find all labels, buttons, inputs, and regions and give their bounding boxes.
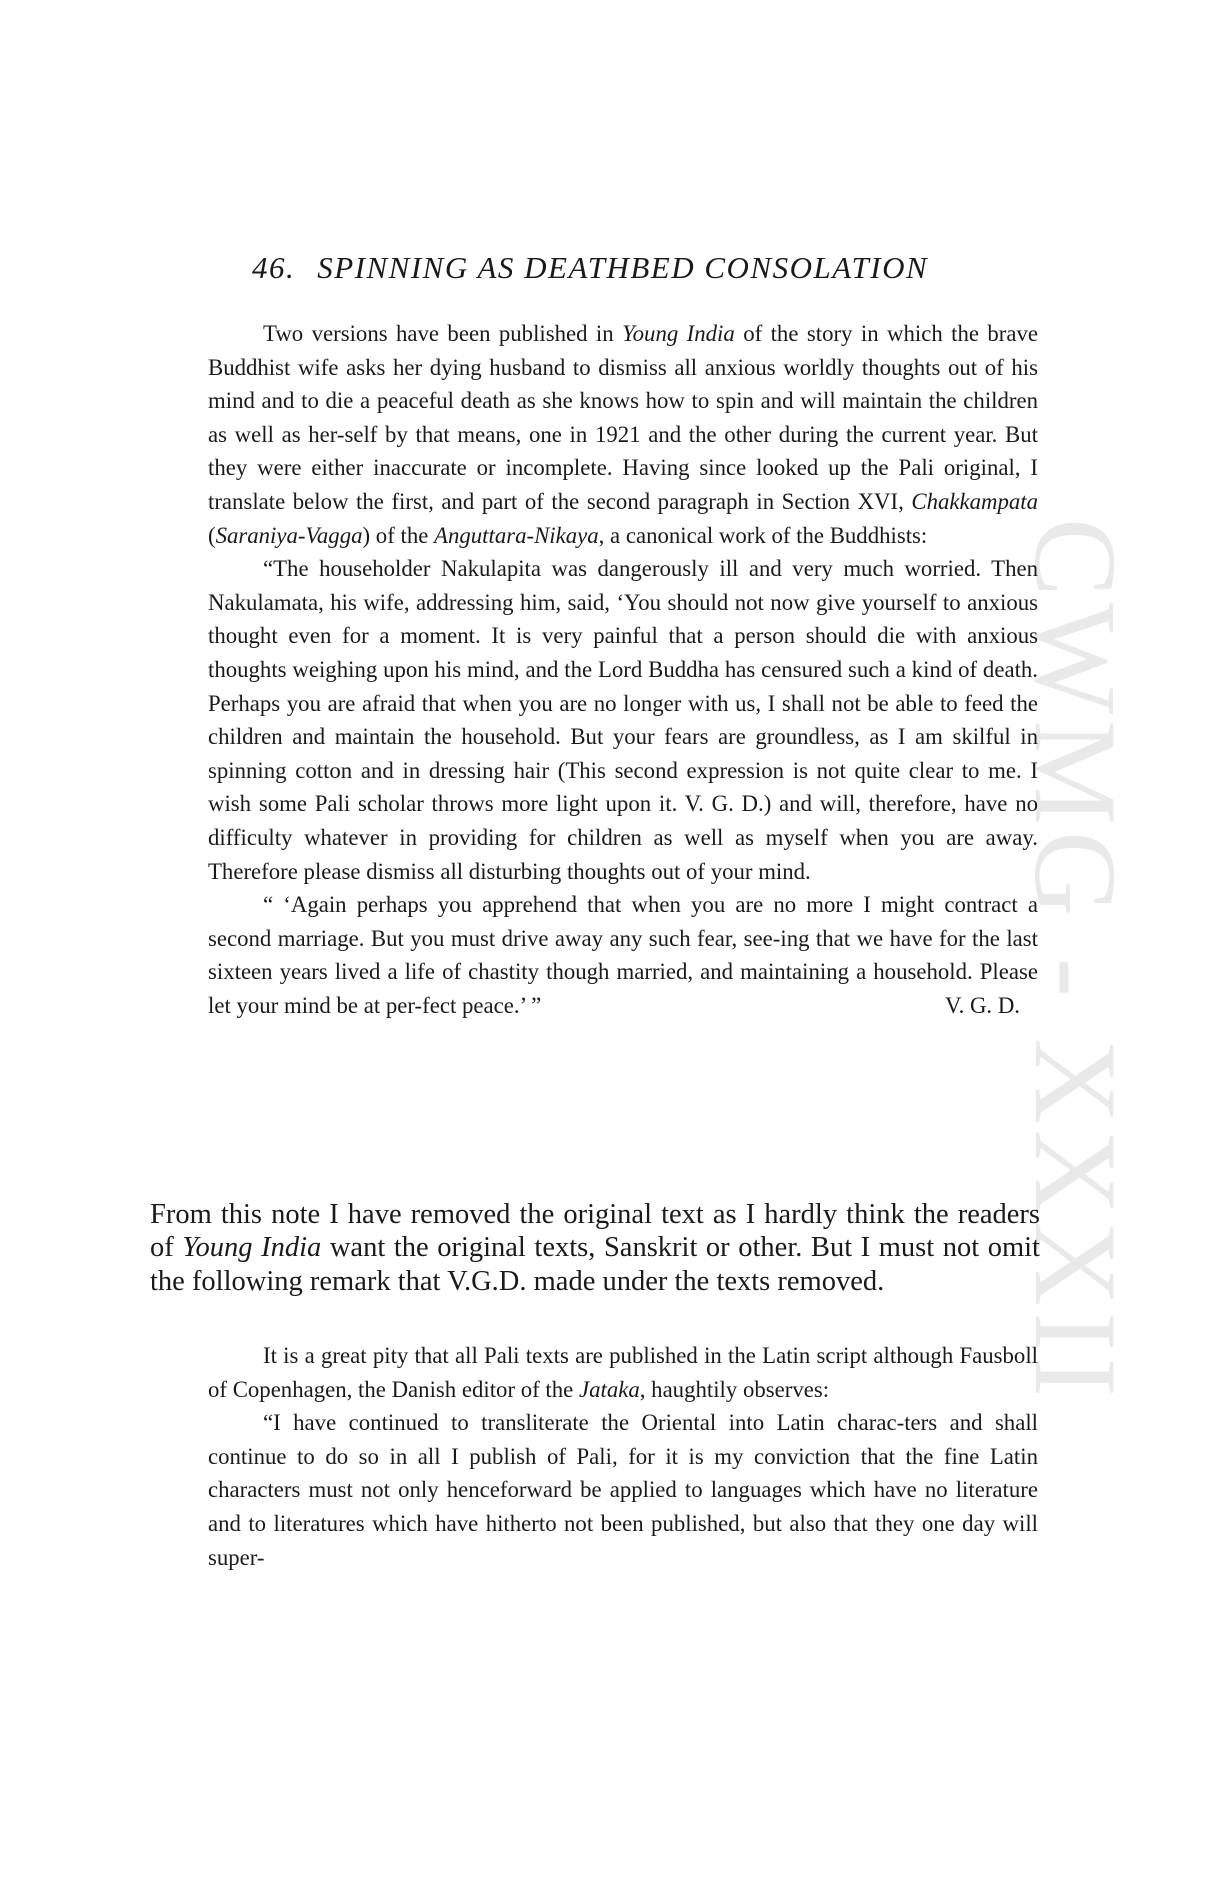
gandhi-note-paragraph <box>150 1198 1040 1298</box>
remark-text-2: , haughtily observes: <box>639 1376 830 1402</box>
remark-block <box>208 1339 1038 1574</box>
intro-text-4: ) of the <box>362 522 435 548</box>
intro-italic-young-india: Young India <box>622 321 735 346</box>
quote-paragraph-2 <box>208 888 1038 1022</box>
intro-text-5: , a canonical work of the Buddhists: <box>598 522 928 548</box>
intro-block <box>208 317 1038 1022</box>
remark-italic-jataka: Jataka <box>578 1376 640 1402</box>
article-number: 46. <box>252 250 296 285</box>
intro-text-3: ( <box>208 522 216 548</box>
remark-paragraph <box>208 1339 1038 1406</box>
remark-text-1: It is a great pity that all Pali texts are published in the Latin script although Fausboll of Copenhagen, the Danish editor of the <box>208 1343 1038 1402</box>
intro-italic-chakkampata: Chakkampata <box>911 488 1038 514</box>
note-text-1: From this note I have removed the original text as I hardly think the readers of <box>150 1199 1040 1264</box>
intro-text-1: Two versions have been published in <box>263 321 623 346</box>
quote-paragraph-1: “The householder Nakulapita was dangerously ill and very much worried. Then Nakulamata, his wife, addressing him, said, ‘You should not now give yourself to anxious thought even for a moment. It is very painful that a person should die with anxious thoughts weighing upon his mind, and the Lord Buddha has censured such a kind of death. Perhaps you are afraid that when you are no longer with us, I shall not be able to feed the children and maintain the household. But your fears are groundless, as I am skilful in spinning cotton and in dressing hair (This second expression is not quite clear to me. I wish some Pali scholar throws more light upon it. V. G. D.) and will, therefore, have no difficulty whatever in providing for children as well as myself when you are away. Therefore please dismiss all disturbing thoughts out of your mind. <box>208 556 1038 884</box>
quote-paragraph-3: “I have continued to transliterate the Oriental into Latin charac-ters and shall continue to do so in all I publish of Pali, for it is my conviction that the fine Latin characters must not only henceforward be applied to languages which have no literature and to literatures which have hitherto not been published, but also that they one day will super- <box>208 1410 1038 1570</box>
intro-italic-anguttara: Anguttara-Nikaya <box>434 522 599 548</box>
signature: V. G. D. <box>945 992 1020 1018</box>
quote-2-text: “ ‘Again perhaps you apprehend that when you are no more I might contract a second marriage. But you must drive away any such fear, see-ing that we have for the last sixteen years lived a life of chastity though married, and maintaining a household. Please let your mind be at per-fect peace.’ ” <box>208 892 1038 1018</box>
note-text-2: want the original texts, Sanskrit or other. But I must not omit the following remark that V.G.D. made under the texts removed. <box>150 1232 1040 1297</box>
watermark-text: CWMG - XXXII <box>1010 517 1141 1403</box>
intro-text-2: of the story in which the brave Buddhist wife asks her dying husband to dismiss all anxious worldly thoughts out of his mind and to die a peaceful death as she knows how to spin and will maintain the children as well as her-self by that means, one in 1921 and the other during the current year. But they were either inaccurate or incomplete. Having since looked up the Pali original, I translate below the first, and part of the second paragraph in Section XVI, <box>208 321 1039 514</box>
intro-italic-saraniya: Saraniya-Vagga <box>215 522 363 548</box>
page-title <box>252 250 928 286</box>
note-italic-young-india: Young India <box>182 1232 322 1264</box>
article-title: SPINNING AS DEATHBED CONSOLATION <box>317 250 929 285</box>
gandhi-note-block <box>150 1198 1040 1298</box>
intro-paragraph <box>208 317 1038 552</box>
